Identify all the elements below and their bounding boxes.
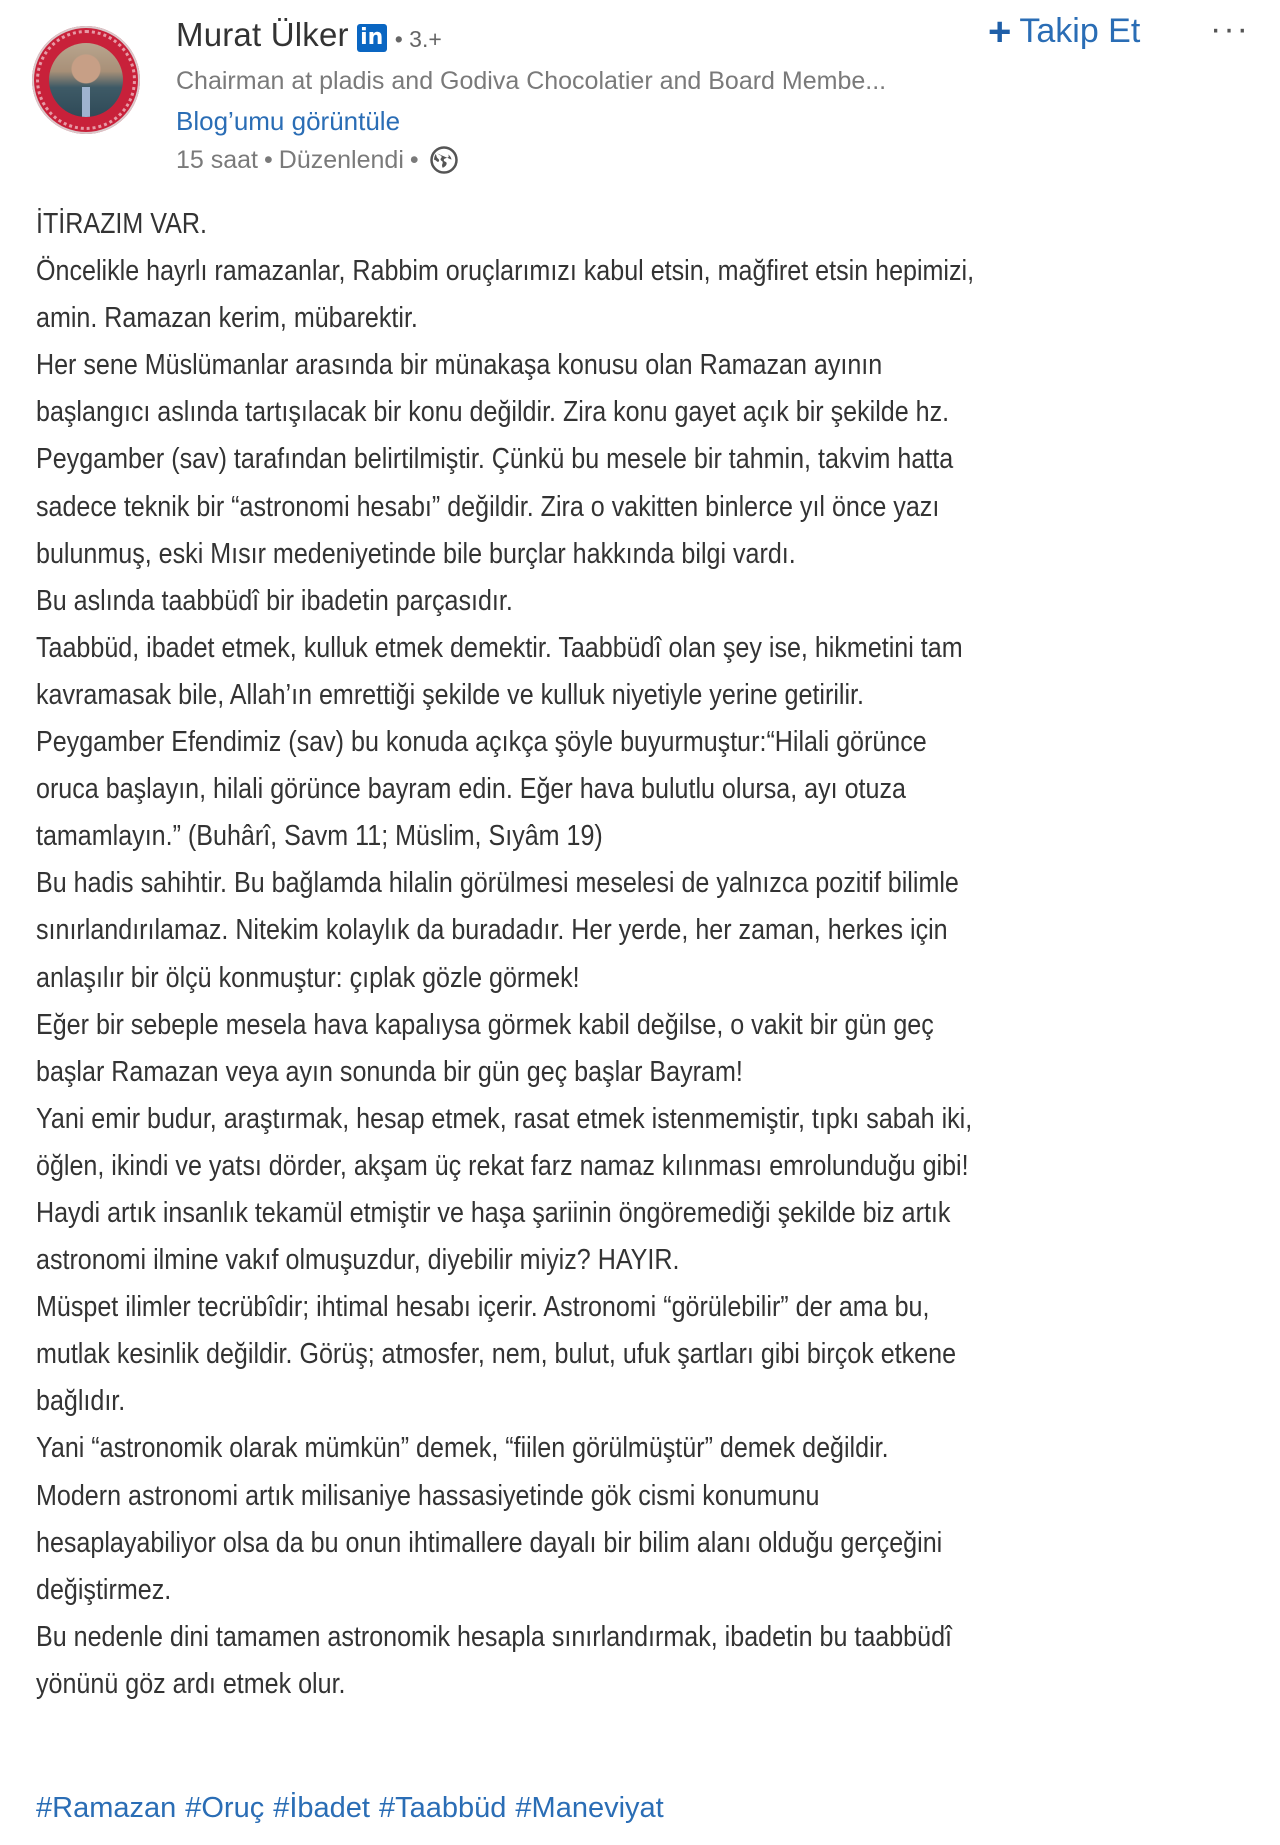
post-body-line: mutlak kesinlik değildir. Görüş; atmosfer, nem, bulut, ufuk şartları gibi birçok etkene (36, 1338, 957, 1371)
plus-icon: + (988, 9, 1012, 54)
author-name-row (176, 16, 442, 54)
post-body-line: Bu nedenle dini tamamen astronomik hesapla sınırlandırmak, ibadetin bu taabbüdî (36, 1620, 952, 1653)
post-body-line: başlangıcı aslında tartışılacak bir konu değildir. Zira konu gayet açık bir şekilde hz. (36, 396, 950, 429)
post-body-line: tamamlayın.” (Buhârî, Savm 11; Müslim, Sıyâm 19) (36, 820, 603, 853)
post-body-line: hesaplayabiliyor olsa da bu onun ihtimallere dayalı bir bilim alanı olduğu gerçeğini (36, 1526, 943, 1559)
edited-label: Düzenlendi (278, 145, 404, 174)
post-body-line: değiştirmez. (36, 1573, 172, 1606)
post-time: 15 saat (176, 145, 259, 174)
post-body-line: bağlıdır. (36, 1385, 126, 1418)
post-body-line: Yani “astronomik olarak mümkün” demek, “fiilen görülmüştür” demek değildir. (36, 1432, 889, 1465)
post-body-line: bulunmuş, eski Mısır medeniyetinde bile burçlar hakkında bilgi vardı. (36, 537, 796, 570)
post-body-line: Bu aslında taabbüdî bir ibadetin parçasıdır. (36, 584, 513, 617)
avatar-photo (49, 43, 123, 117)
post-body-line: kavramasak bile, Allah’ın emrettiği şekilde ve kulluk niyetiyle yerine getirilir. (36, 678, 864, 711)
author-name[interactable]: Murat Ülker (176, 16, 349, 53)
post-body-line: sınırlandırılamaz. Nitekim kolaylık da buradadır. Her yerde, her zaman, herkes için (36, 914, 948, 947)
post-title-line: İTİRAZIM VAR. (36, 208, 207, 240)
connection-degree: • 3.+ (394, 25, 442, 52)
post-meta (176, 145, 459, 175)
globe-icon (429, 145, 459, 175)
more-options-button[interactable]: ··· (1210, 10, 1250, 48)
post-body-line: Bu hadis sahihtir. Bu bağlamda hilalin görülmesi meselesi de yalnızca pozitif bilimle (36, 867, 959, 900)
post-body-line: oruca başlayın, hilali görünce bayram edin. Eğer hava bulutlu olursa, ayı otuza (36, 773, 906, 806)
post-body-line: Eğer bir sebeple mesela hava kapalıysa görmek kabil değilse, o vakit bir gün geç (36, 1008, 934, 1041)
post-body-line: başlar Ramazan veya ayın sonunda bir gün geç başlar Bayram! (36, 1055, 743, 1088)
post-body-line: astronomi ilmine vakıf olmuşuzdur, diyebilir miyiz? HAYIR. (36, 1244, 680, 1277)
hashtag-link[interactable]: #Ramazan (36, 1792, 177, 1824)
post-body (36, 201, 1266, 1708)
post-body-line: öğlen, ikindi ve yatsı dörder, akşam üç rekat farz namaz kılınması emrolunduğu gibi! (36, 1149, 969, 1182)
hashtag-link[interactable]: #İbadet (273, 1792, 370, 1824)
post-body-line: yönünü göz ardı etmek olur. (36, 1667, 346, 1700)
hashtags (36, 1792, 664, 1825)
post-body-line: Yani emir budur, araştırmak, hesap etmek, rasat etmek istenmemiştir, tıpkı sabah iki, (36, 1102, 973, 1135)
post-body-line: Her sene Müslümanlar arasında bir münakaşa konusu olan Ramazan ayının (36, 349, 883, 382)
author-headline: Chairman at pladis and Godiva Chocolatier and Board Membe... (176, 67, 887, 95)
post-body-line: Öncelikle hayrlı ramazanlar, Rabbim oruçlarımızı kabul etsin, mağfiret etsin hepimizi, (36, 255, 975, 288)
post-body-line: Peygamber Efendimiz (sav) bu konuda açıkça şöyle buyurmuştur:“Hilali görünce (36, 726, 927, 759)
linkedin-icon: in (357, 24, 387, 52)
post-body-line: Taabbüd, ibadet etmek, kulluk etmek demektir. Taabbüdî olan şey ise, hikmetini tam (36, 631, 963, 664)
meta-separator: • (409, 145, 419, 174)
post-body-line: Müspet ilimler tecrübîdir; ihtimal hesabı içerir. Astronomi “görülebilir” der ama bu, (36, 1291, 930, 1324)
meta-separator: • (264, 145, 273, 174)
hashtag-link[interactable]: #Taabbüd (379, 1792, 507, 1824)
follow-label: Takip Et (1019, 12, 1141, 50)
hashtag-link[interactable]: #Oruç (185, 1792, 265, 1824)
hashtag-link[interactable]: #Maneviyat (515, 1792, 664, 1824)
author-avatar[interactable] (32, 26, 140, 134)
post-body-line: sadece teknik bir “astronomi hesabı” değildir. Zira o vakitten binlerce yıl önce yazı (36, 490, 940, 523)
post-body-line: amin. Ramazan kerim, mübarektir. (36, 302, 418, 335)
post-body-line: Peygamber (sav) tarafından belirtilmiştir. Çünkü bu mesele bir tahmin, takvim hatta (36, 443, 954, 476)
follow-button[interactable] (988, 9, 1141, 54)
post-body-line: Haydi artık insanlık tekamül etmiştir ve haşa şariinin öngöremediği şekilde biz artık (36, 1196, 951, 1229)
post-body-line: Modern astronomi artık milisaniye hassasiyetinde gök cismi konumunu (36, 1479, 820, 1512)
post-body-line: anlaşılır bir ölçü konmuştur: çıplak gözle görmek! (36, 961, 580, 994)
blog-link[interactable]: Blog’umu görüntüle (176, 106, 401, 136)
